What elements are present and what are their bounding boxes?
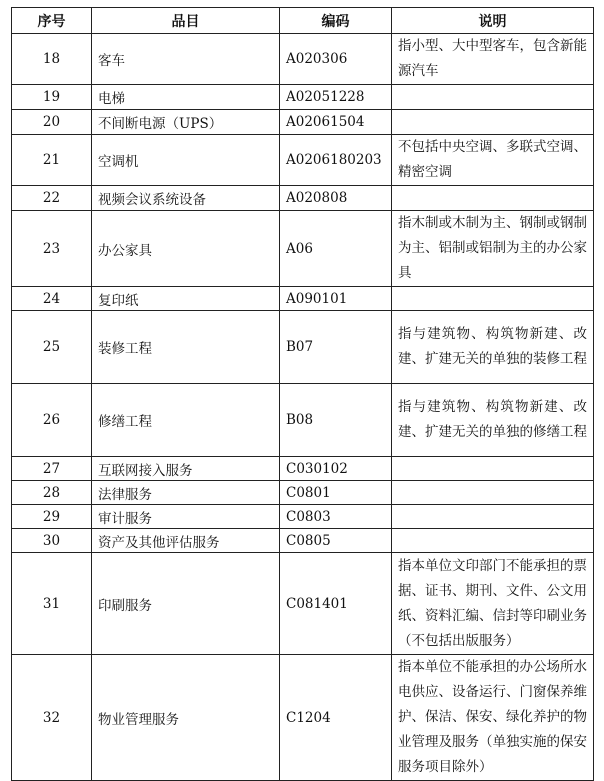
row-note	[392, 457, 594, 481]
procurement-catalog-table	[11, 7, 594, 781]
header-code: 编码	[280, 8, 392, 34]
table-header-row	[12, 8, 594, 34]
header-note: 说明	[392, 8, 594, 34]
row-no: 19	[12, 85, 92, 110]
row-code: C0801	[280, 481, 392, 505]
row-no: 21	[12, 135, 92, 186]
table-row	[12, 384, 594, 457]
row-no: 22	[12, 186, 92, 211]
row-name: 资产及其他评估服务	[92, 529, 280, 553]
row-name: 空调机	[92, 135, 280, 186]
row-note	[392, 186, 594, 211]
table-row	[12, 481, 594, 505]
row-no: 23	[12, 211, 92, 287]
row-code: A06	[280, 211, 392, 287]
row-note	[392, 110, 594, 135]
table-row	[12, 135, 594, 186]
row-note: 指本单位文印部门不能承担的票据、证书、期刊、文件、公文用纸、资料汇编、信封等印刷业务（不包括出版服务）	[392, 553, 594, 655]
row-note: 指与建筑物、构筑物新建、改建、扩建无关的单独的修缮工程	[392, 384, 594, 457]
table-row	[12, 186, 594, 211]
row-name: 互联网接入服务	[92, 457, 280, 481]
row-name: 印刷服务	[92, 553, 280, 655]
row-name: 物业管理服务	[92, 655, 280, 781]
table-row	[12, 655, 594, 781]
row-no: 18	[12, 34, 92, 85]
table-row	[12, 529, 594, 553]
row-code: A020306	[280, 34, 392, 85]
row-name: 装修工程	[92, 311, 280, 384]
row-name: 审计服务	[92, 505, 280, 529]
row-code: B07	[280, 311, 392, 384]
row-no: 26	[12, 384, 92, 457]
row-note: 指小型、大中型客车，包含新能源汽车	[392, 34, 594, 85]
table-row	[12, 553, 594, 655]
row-code: C0805	[280, 529, 392, 553]
row-code: B08	[280, 384, 392, 457]
row-no: 30	[12, 529, 92, 553]
row-note: 指与建筑物、构筑物新建、改建、扩建无关的单独的装修工程	[392, 311, 594, 384]
row-code: C030102	[280, 457, 392, 481]
row-no: 28	[12, 481, 92, 505]
row-name: 视频会议系统设备	[92, 186, 280, 211]
row-name: 修缮工程	[92, 384, 280, 457]
row-code: C081401	[280, 553, 392, 655]
row-note: 不包括中央空调、多联式空调、精密空调	[392, 135, 594, 186]
table-row	[12, 211, 594, 287]
row-no: 31	[12, 553, 92, 655]
row-no: 27	[12, 457, 92, 481]
row-name: 客车	[92, 34, 280, 85]
table-row	[12, 85, 594, 110]
row-code: A02051228	[280, 85, 392, 110]
row-no: 29	[12, 505, 92, 529]
table-row	[12, 34, 594, 85]
row-code: A020808	[280, 186, 392, 211]
header-name: 品目	[92, 8, 280, 34]
row-note: 指本单位不能承担的办公场所水电供应、设备运行、门窗保养维护、保洁、保安、绿化养护的物业管理及服务（单独实施的保安服务项目除外）	[392, 655, 594, 781]
table-row	[12, 457, 594, 481]
row-code: A090101	[280, 287, 392, 311]
row-name: 不间断电源（UPS）	[92, 110, 280, 135]
row-name: 法律服务	[92, 481, 280, 505]
header-no: 序号	[12, 8, 92, 34]
table-row	[12, 505, 594, 529]
row-no: 20	[12, 110, 92, 135]
row-no: 32	[12, 655, 92, 781]
table-row	[12, 311, 594, 384]
row-name: 电梯	[92, 85, 280, 110]
row-name: 复印纸	[92, 287, 280, 311]
row-code: C1204	[280, 655, 392, 781]
row-code: A0206180203	[280, 135, 392, 186]
row-note	[392, 505, 594, 529]
row-no: 24	[12, 287, 92, 311]
row-code: C0803	[280, 505, 392, 529]
table-row	[12, 287, 594, 311]
row-note	[392, 287, 594, 311]
row-no: 25	[12, 311, 92, 384]
row-note	[392, 529, 594, 553]
row-note	[392, 481, 594, 505]
row-name: 办公家具	[92, 211, 280, 287]
row-note	[392, 85, 594, 110]
row-code: A02061504	[280, 110, 392, 135]
row-note: 指木制或木制为主、钢制或钢制为主、铝制或铝制为主的办公家具	[392, 211, 594, 287]
table-row	[12, 110, 594, 135]
